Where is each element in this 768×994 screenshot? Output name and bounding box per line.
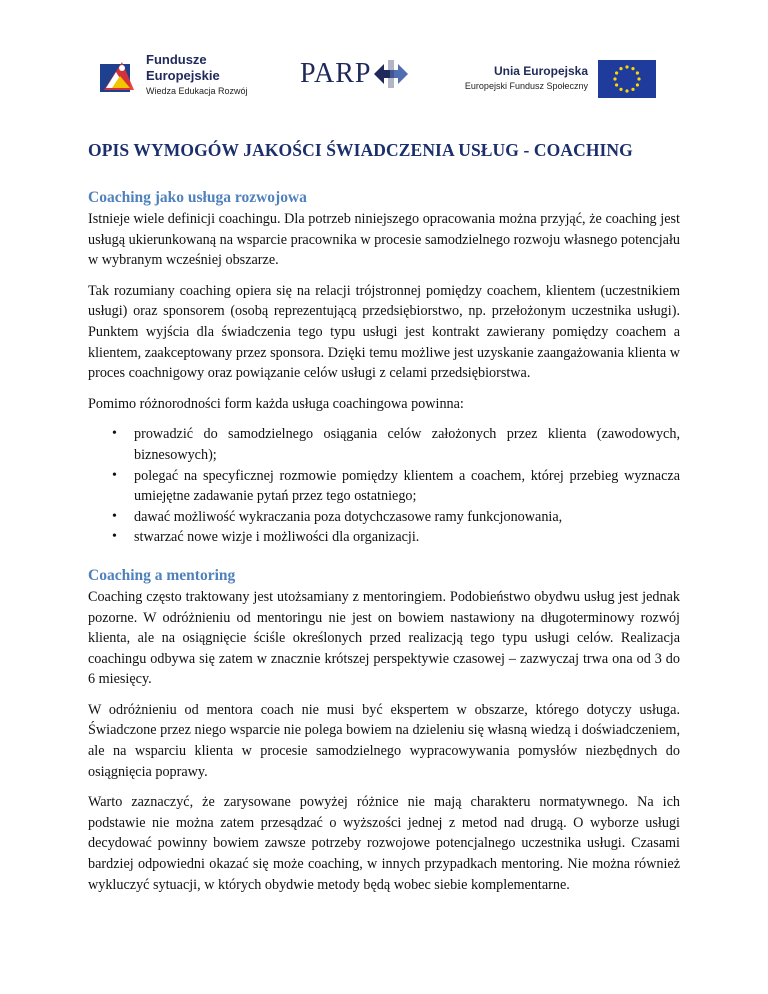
- parp-logo: [300, 58, 415, 90]
- section2-heading: Coaching a mentoring: [88, 566, 236, 584]
- section1-heading: Coaching jako usługa rozwojowa: [88, 189, 307, 206]
- list-item: • prowadzić do samodzielnego osiągania celów założonych przez klienta (zawodowych, biznesowych);: [134, 424, 680, 465]
- section2-paragraph-1: Coaching często traktowany jest utożsamiany z mentoringiem. Podobieństwo obydwu usług jest jednak pozorne. W odróżnieniu od mentoringu nie jest on bowiem nastawiony na długoterminowy rozwój klienta, ale na osiągnięcie ściśle określonych przed realizacją tego typu usługi celów. Realizacja coachingu odbywa się zatem w znacznie krótszej perspektywie czasowej – zazwyczaj trwa ona od 3 do 6 miesięcy.: [88, 588, 680, 688]
- ue-line2: Europejski Fundusz Społeczny: [464, 81, 588, 91]
- fe-flag-icon: [100, 58, 138, 94]
- parp-text: PARP: [300, 58, 372, 89]
- parp-arrows-icon: [372, 58, 410, 90]
- unia-europejska-logo: [458, 60, 668, 100]
- list-item: • dawać możliwość wykraczania poza dotychczasowe ramy funkcjonowania,: [134, 507, 680, 528]
- eu-flag-icon: [598, 60, 656, 98]
- section1-paragraph-1: Istnieje wiele definicji coachingu. Dla potrzeb niniejszego opracowania można przyjąć, że coaching jest usługą ukierunkowaną na wsparcie pracownika w procesie samodzielnego rozwoju własnego potencjału w wybranym wcześniej obszarze.: [88, 211, 680, 269]
- document-body: [88, 138, 680, 895]
- section1-paragraph-3: Pomimo różnorodności form każda usługa coachingowa powinna:: [88, 395, 464, 412]
- section1-paragraph-2: Tak rozumiany coaching opiera się na relacji trójstronnej pomiędzy coachem, klientem (uczestnikiem usługi) oraz sponsorem (osobą reprezentującą przedsiębiorstwo, np. przełożonym uczestnika usługi). Punktem wyjścia dla świadczenia tego typu usługi jest kontrakt zawierany pomiędzy coachem a klientem, zaakceptowany przez sponsora. Dzięki temu możliwe jest uzyskanie zaangażowania klienta w proces coachnigowy oraz powiązanie celów usługi z celami przedsiębiorstwa.: [88, 282, 680, 382]
- list-item: • stwarzać nowe wizje i możliwości dla organizacji.: [134, 527, 680, 548]
- fe-line1: Fundusze: [146, 52, 207, 67]
- section2-paragraph-3: Warto zaznaczyć, że zarysowane powyżej różnice nie mają charakteru normatywnego. Na ich podstawie nie można zatem przesądzać o wyższości jednej z metod nad drugą. O wyborze usługi decydować powinny bowiem zawsze potrzeby rozwojowe potencjalnego uczestnika usługi. Czasami bardziej odpowiedni okazać się może coaching, w innych przypadkach mentoring. Nie można również wykluczyć sytuacji, w których obydwie metody będą wobec siebie komplementarne.: [88, 794, 680, 893]
- fe-line2: Europejskie: [146, 68, 220, 83]
- logo-bar: [0, 0, 768, 130]
- ue-line1: Unia Europejska: [493, 64, 588, 78]
- fundusze-europejskie-logo: [100, 48, 270, 108]
- list-item: • polegać na specyficznej rozmowie pomiędzy klientem a coachem, której przebieg wyznacza umiejętne zadawanie pytań przez tego ostatniego;: [134, 466, 680, 507]
- fe-line3: Wiedza Edukacja Rozwój: [146, 86, 248, 96]
- document-title: OPIS WYMOGÓW JAKOŚCI ŚWIADCZENIA USŁUG - COACHING: [88, 140, 633, 160]
- section1-bullet-list: [88, 424, 680, 548]
- section2-paragraph-2: W odróżnieniu od mentora coach nie musi być ekspertem w obszarze, którego dotyczy usługa. Świadczone przez niego wsparcie nie polega bowiem na dzieleniu się własną wiedzą i doświadczeniem, ale na wsparciu klienta w procesie samodzielnego wypracowywania pomysłów niezbędnych do osiągnięcia poprawy.: [88, 701, 680, 780]
